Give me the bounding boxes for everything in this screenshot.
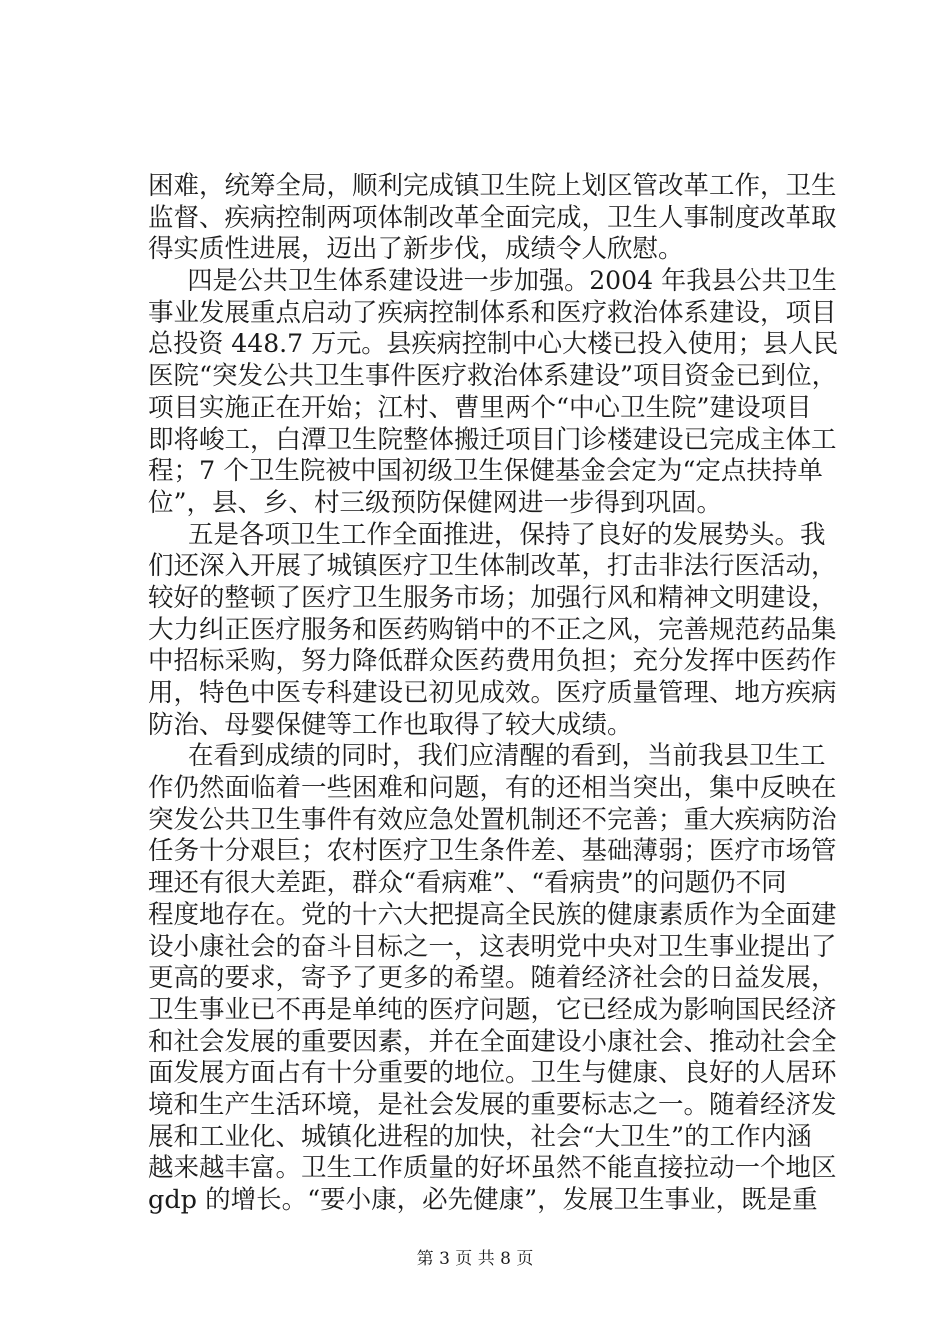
text-line: 作仍然面临着一些困难和问题，有的还相当突出，集中反映在 bbox=[148, 773, 837, 804]
paragraph-first-line: 四是公共卫生体系建设进一步加强。2004 年我县公共卫生 bbox=[187, 266, 837, 297]
text-line: 事业发展重点启动了疾病控制体系和医疗救治体系建设，项目 bbox=[148, 297, 837, 328]
text-line: 大力纠正医疗服务和医药购销中的不正之风，完善规范药品集 bbox=[148, 614, 837, 645]
page-footer: 第 3 页 共 8 页 bbox=[416, 1249, 534, 1269]
text-line: 展和工业化、城镇化进程的加快，社会“大卫生”的工作内涵 bbox=[148, 1121, 812, 1152]
text-line: 监督、疾病控制两项体制改革全面完成，卫生人事制度改革取 bbox=[148, 202, 837, 233]
text-line: 面发展方面占有十分重要的地位。卫生与健康、良好的人居环 bbox=[148, 1058, 837, 1089]
text-line: 突发公共卫生事件有效应急处置机制还不完善；重大疾病防治 bbox=[148, 804, 837, 835]
paragraph-first-line: 五是各项卫生工作全面推进，保持了良好的发展势头。我 bbox=[188, 519, 826, 550]
text-line: 较好的整顿了医疗卫生服务市场；加强行风和精神文明建设， bbox=[148, 582, 837, 613]
paragraph-first-line: 在看到成绩的同时，我们应清醒的看到，当前我县卫生工 bbox=[188, 741, 826, 772]
text-line: 境和生产生活环境，是社会发展的重要标志之一。随着经济发 bbox=[148, 1089, 837, 1120]
text-line: 越来越丰富。卫生工作质量的好坏虽然不能直接拉动一个地区 bbox=[148, 1153, 837, 1184]
text-line: 防治、母婴保健等工作也取得了较大成绩。 bbox=[148, 709, 633, 740]
text-line: 程；7 个卫生院被中国初级卫生保健基金会定为“定点扶持单 bbox=[148, 456, 823, 487]
text-line: 理还有很大差距，群众“看病难”、“看病贵”的问题仍不同 bbox=[148, 868, 787, 899]
text-line: 项目实施正在开始；江村、曹里两个“中心卫生院”建设项目 bbox=[148, 392, 812, 423]
text-line: 程度地存在。党的十六大把提高全民族的健康素质作为全面建 bbox=[148, 899, 837, 930]
text-line: 和社会发展的重要因素，并在全面建设小康社会、推动社会全 bbox=[148, 1026, 837, 1057]
text-line: 中招标采购，努力降低群众医药费用负担；充分发挥中医药作 bbox=[148, 646, 837, 677]
document-body bbox=[148, 171, 838, 1217]
text-line: 更高的要求，寄予了更多的希望。随着经济社会的日益发展， bbox=[148, 963, 837, 994]
text-line: 卫生事业已不再是单纯的医疗问题，它已经成为影响国民经济 bbox=[148, 994, 837, 1025]
text-line: 位”，县、乡、村三级预防保健网进一步得到巩固。 bbox=[148, 487, 723, 518]
text-line: 医院“突发公共卫生事件医疗救治体系建设”项目资金已到位， bbox=[148, 361, 838, 392]
text-line: 任务十分艰巨；农村医疗卫生条件差、基础薄弱；医疗市场管 bbox=[148, 836, 837, 867]
text-line: 得实质性进展，迈出了新步伐，成绩令人欣慰。 bbox=[148, 234, 684, 265]
text-line: 们还深入开展了城镇医疗卫生体制改革，打击非法行医活动， bbox=[148, 551, 837, 582]
text-line: 用，特色中医专科建设已初见成效。医疗质量管理、地方疾病 bbox=[148, 678, 837, 708]
text-line: 即将峻工，白潭卫生院整体搬迁项目门诊楼建设已完成主体工 bbox=[148, 424, 837, 455]
text-line: 设小康社会的奋斗目标之一，这表明党中央对卫生事业提出了 bbox=[148, 931, 837, 962]
text-line: 困难，统筹全局，顺利完成镇卫生院上划区管改革工作，卫生 bbox=[148, 171, 837, 201]
text-line: 总投资 448.7 万元。县疾病控制中心大楼已投入使用；县人民 bbox=[148, 329, 839, 360]
text-line: gdp 的增长。“要小康，必先健康”，发展卫生事业，既是重 bbox=[148, 1185, 818, 1215]
